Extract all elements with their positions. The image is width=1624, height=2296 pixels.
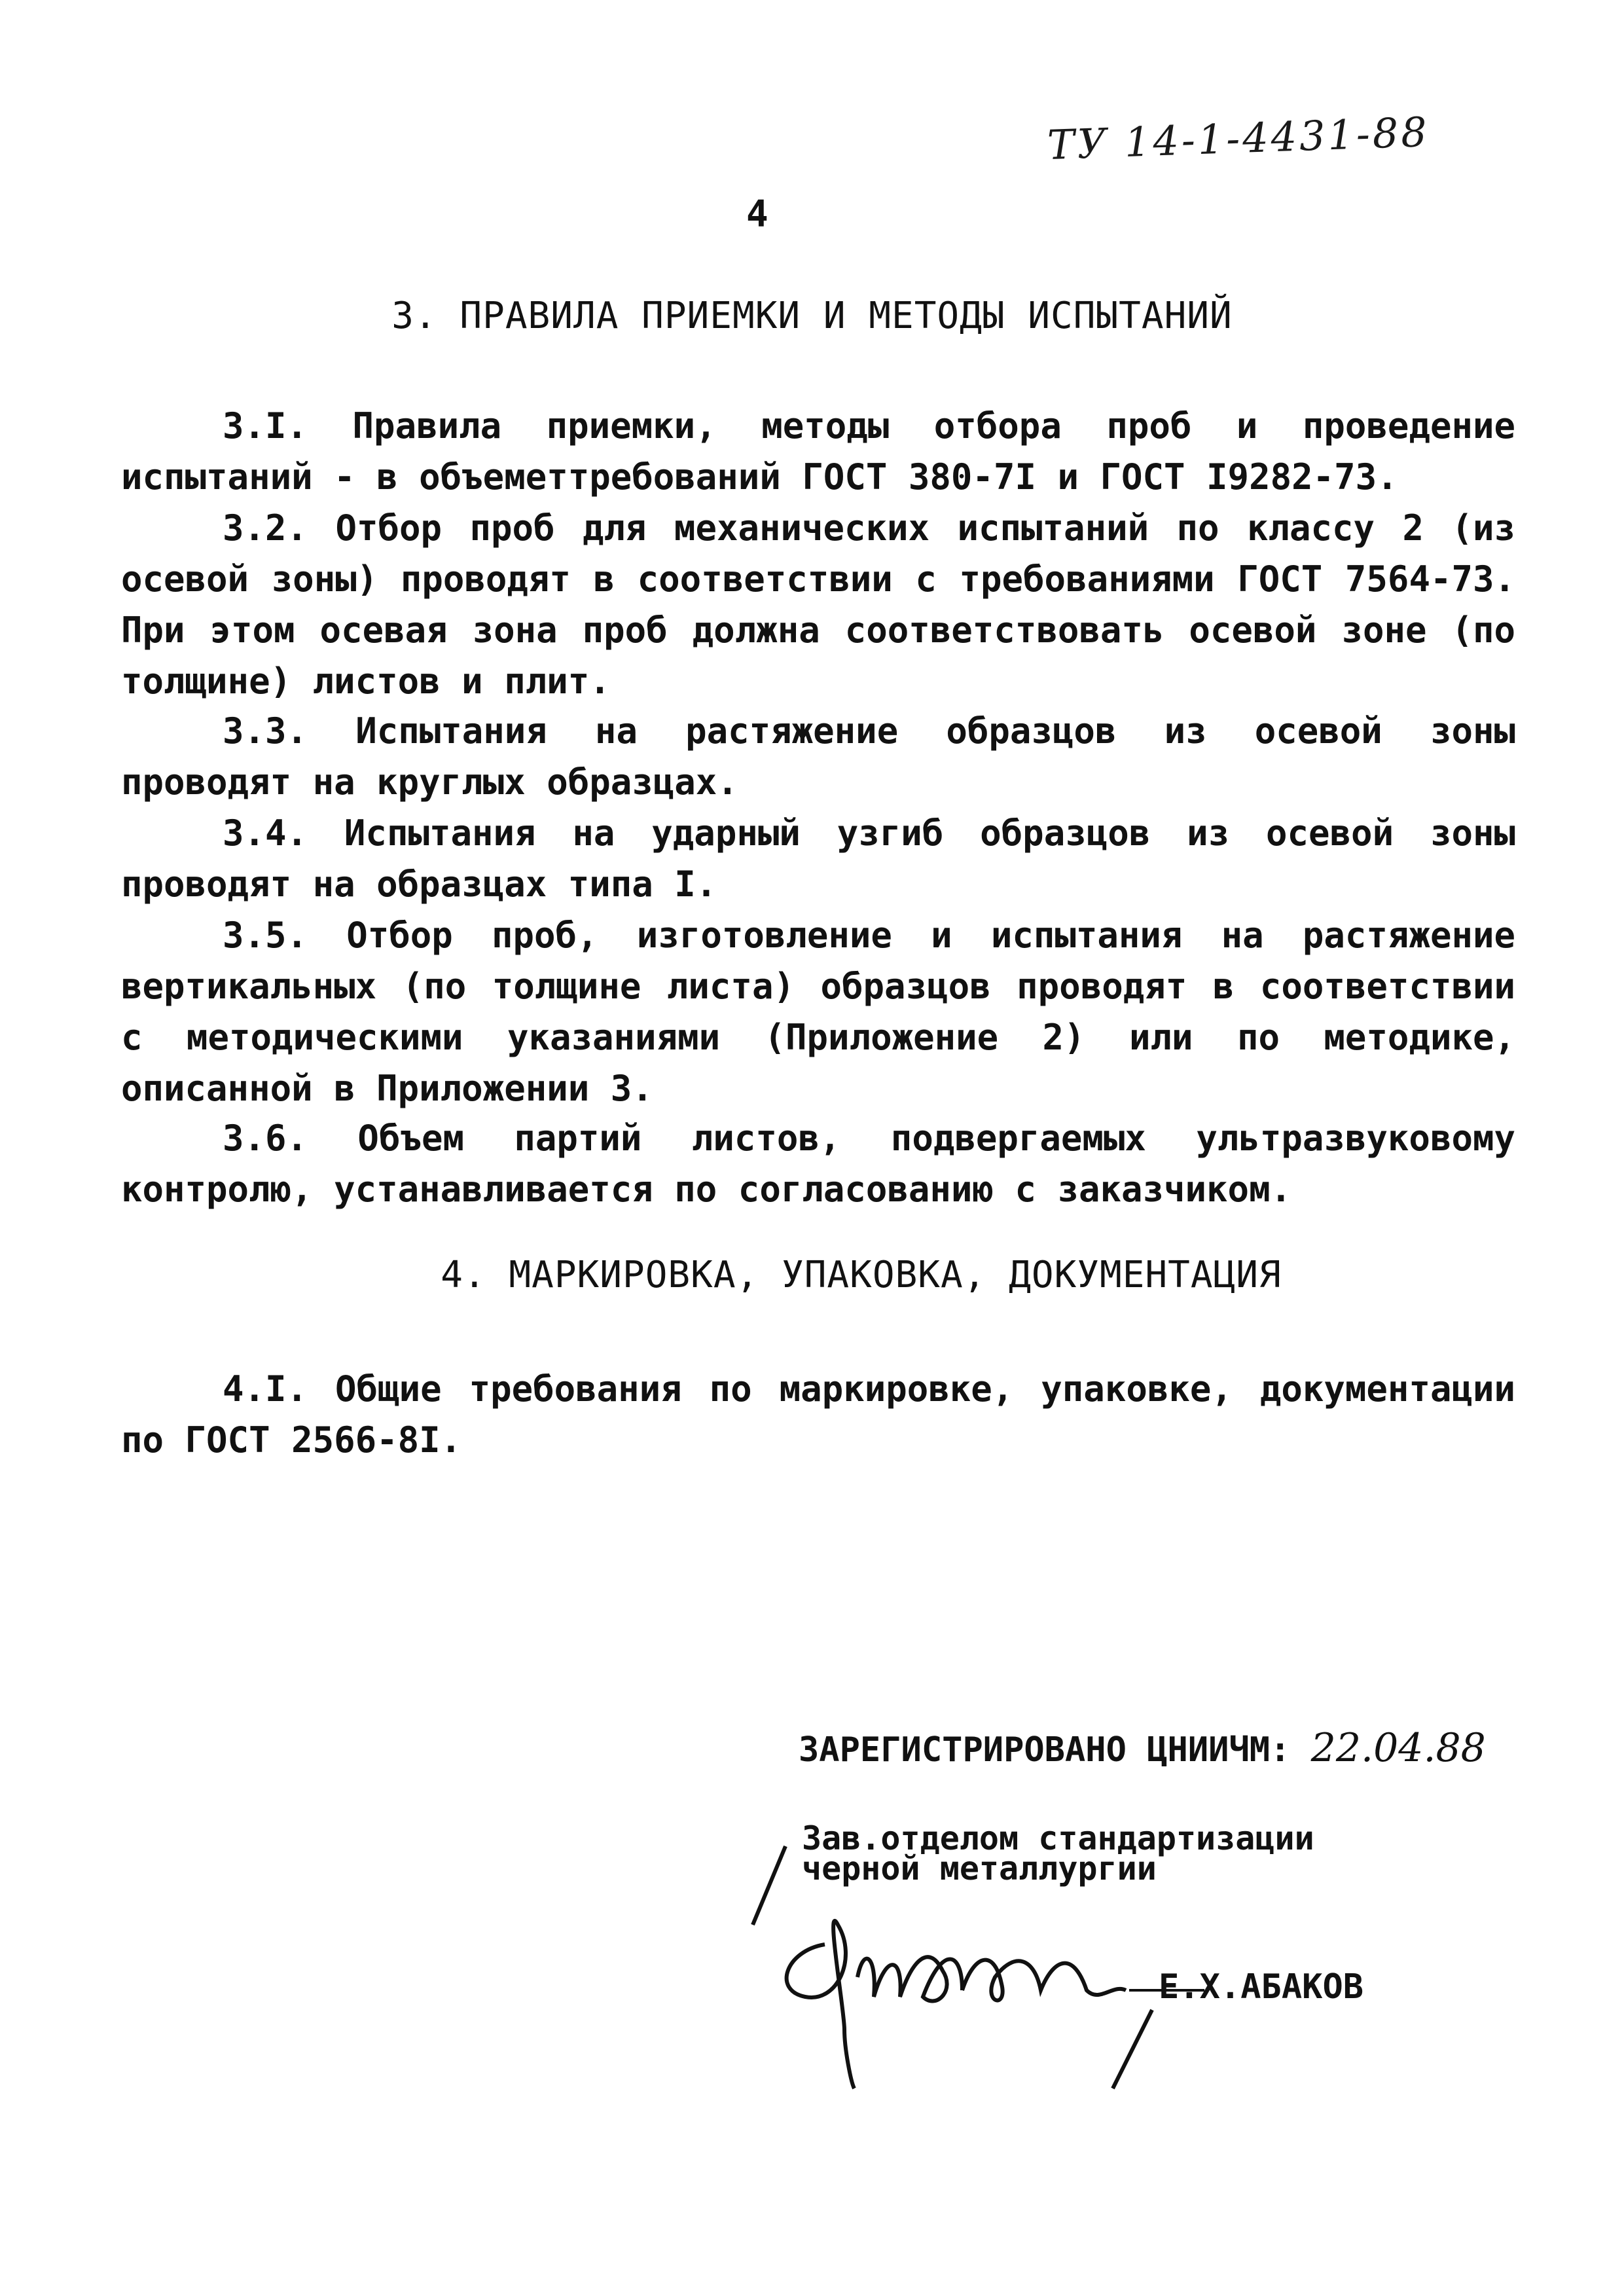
section-3-heading: 3. ПРАВИЛА ПРИЕМКИ И МЕТОДЫ ИСПЫТАНИЙ	[391, 295, 1233, 337]
section-4-heading: 4. МАРКИРОВКА, УПАКОВКА, ДОКУМЕНТАЦИЯ	[441, 1254, 1282, 1296]
handwritten-document-reference: ТУ 14-1-4431-88	[1046, 107, 1430, 170]
signatory-title-line-1: Зав.отделом стандартизации	[802, 1819, 1314, 1857]
paragraph-3-2: 3.2. Отбор проб для механических испытаний по классу 2 (из осевой зоны) проводят в соответствии с требованиями ГОСТ 7564-73. При этом осевая зона проб должна соответствовать осевой зоне (по толщине) листов и плит.	[121, 507, 1515, 702]
signatory-name: Е.Х.АБАКОВ	[1159, 1967, 1364, 2007]
paragraph-3-1: 3.I. Правила приемки, методы отбора проб и проведение испытаний - в объеметтребований ГОСТ 380-7I и ГОСТ I9282-73.	[121, 405, 1515, 498]
page-number: 4	[746, 193, 768, 236]
paragraph-4-1: 4.I. Общие требования по маркировке, упаковке, документации по ГОСТ 2566-8I.	[121, 1368, 1515, 1461]
paragraph-3-4: 3.4. Испытания на ударный узгиб образцов из осевой зоны проводят на образцах типа I.	[121, 812, 1515, 905]
registration-date: 22.04.88	[1310, 1725, 1486, 1771]
registration-stamp	[799, 1725, 1486, 1771]
paragraph-3-6: 3.6. Объем партий листов, подвергаемых ультразвуковому контролю, устанавливается по согласованию с заказчиком.	[121, 1118, 1515, 1210]
signatory-title	[802, 1819, 1314, 1887]
paragraph-3-3: 3.3. Испытания на растяжение образцов из осевой зоны проводят на круглых образцах.	[121, 710, 1515, 803]
signatory-title-line-2: черной металлургии	[802, 1850, 1157, 1887]
registration-label: ЗАРЕГИСТРИРОВАНО ЦНИИЧМ:	[799, 1730, 1291, 1770]
paragraph-3-5: 3.5. Отбор проб, изготовление и испытания на растяжение вертикальных (по толщине листа) образцов проводят в соответствии с методическими указаниями (Приложение 2) или по методике, описанной в Приложении 3.	[121, 915, 1515, 1109]
